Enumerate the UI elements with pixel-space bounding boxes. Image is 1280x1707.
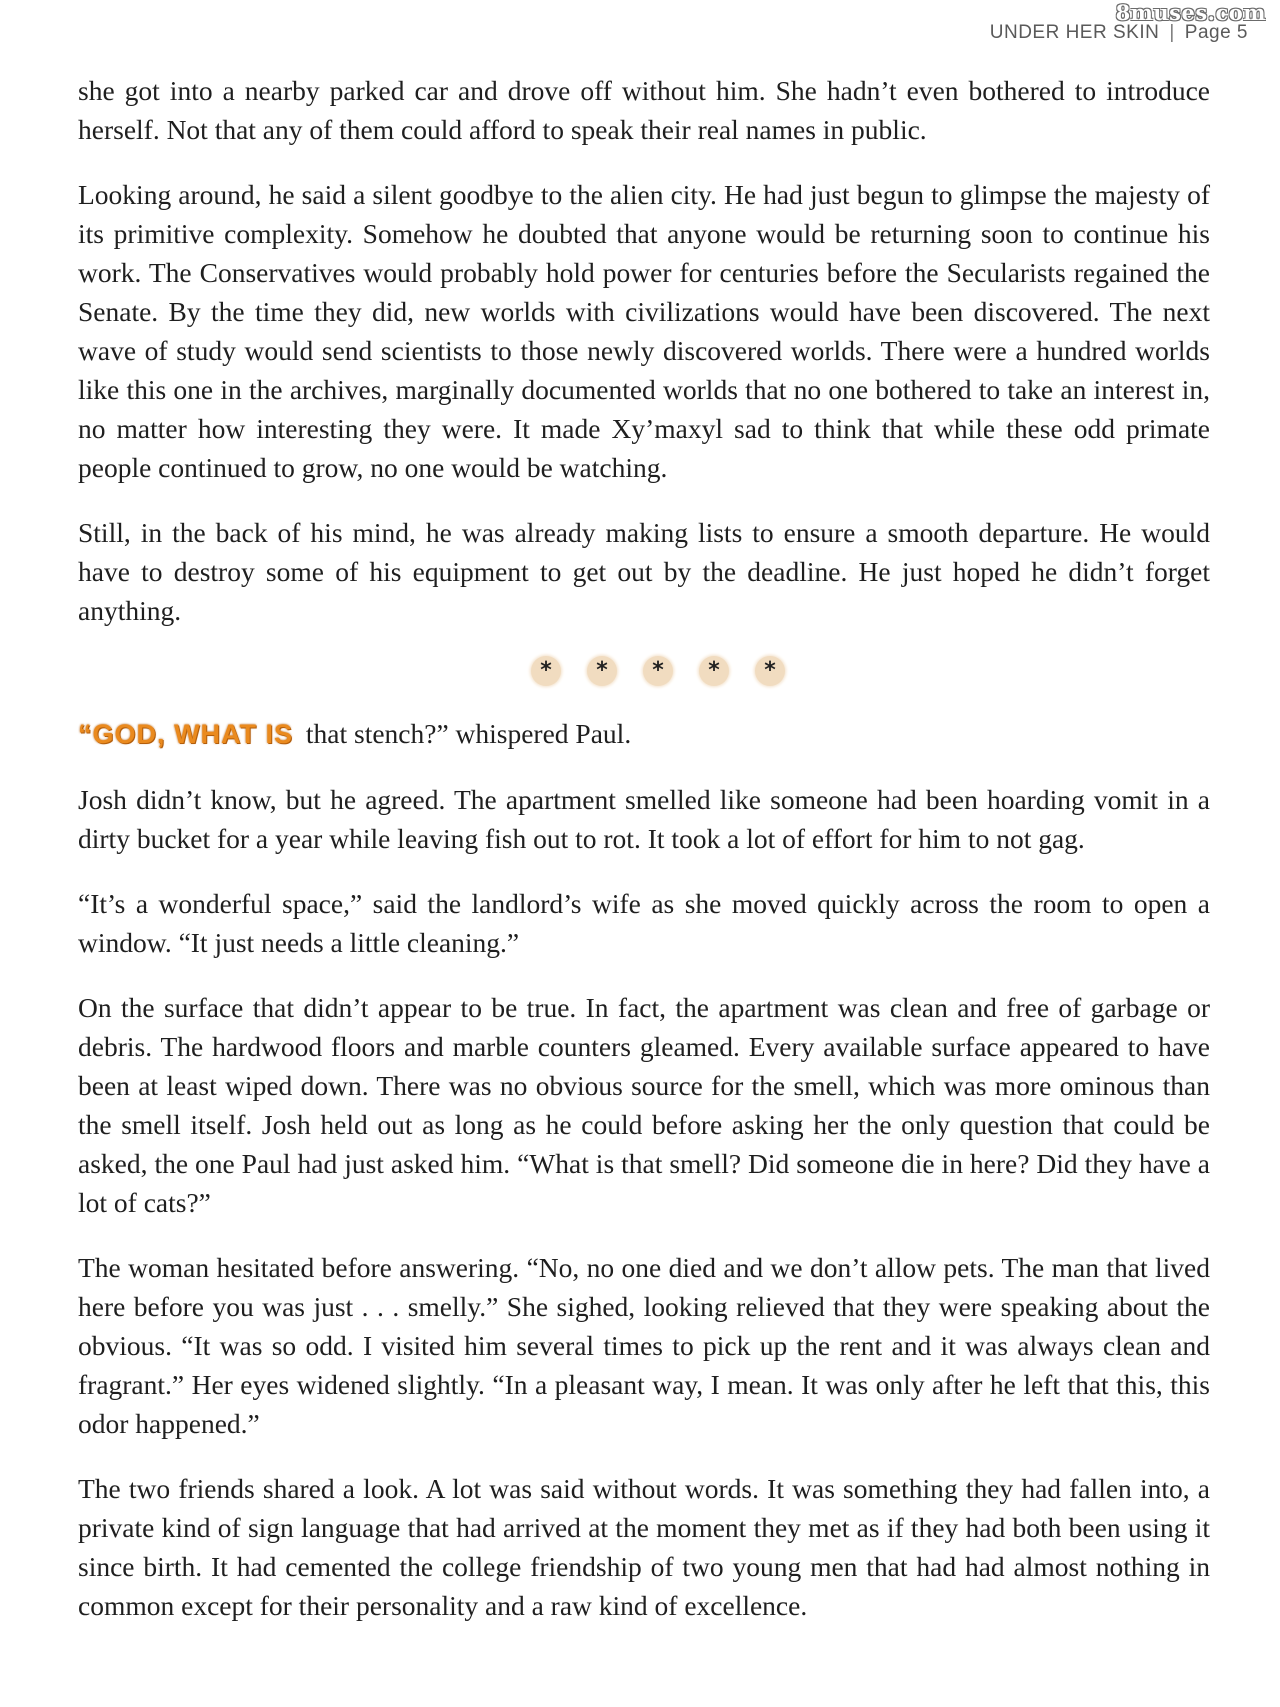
asterisk-icon: *: [699, 656, 729, 686]
header-separator: |: [1169, 22, 1175, 43]
page-number: Page 5: [1184, 22, 1248, 43]
asterisk-icon: *: [755, 656, 785, 686]
paragraph: Still, in the back of his mind, he was already making lists to ensure a smooth departure. He would have to destroy some of his equipment to get out by the deadline. He just hoped he didn’t forget anything.: [78, 517, 1210, 626]
paragraph: Josh didn’t know, but he agreed. The apartment smelled like someone had been hoarding vomit in a dirty bucket for a year while leaving fish out to rot. It took a lot of effort for him to not gag.: [78, 784, 1210, 854]
paragraph: she got into a nearby parked car and drove off without him. She hadn’t even bothered to introduce herself. Not that any of them could afford to speak their real names in public.: [78, 75, 1210, 145]
paragraph: The two friends shared a look. A lot was said without words. It was something they had fallen into, a private kind of sign language that had arrived at the moment they met as if they had both been using it since birth. It had cemented the college friendship of two young men that had had almost nothing in common except for their personality and a raw kind of excellence.: [78, 1473, 1210, 1621]
opening-text: that stench?” whispered Paul.: [305, 718, 632, 749]
paragraph: “It’s a wonderful space,” said the landlord’s wife as she moved quickly across the room to open a window. “It just needs a little cleaning.”: [78, 888, 1210, 958]
paragraph: Looking around, he said a silent goodbye to the alien city. He had just begun to glimpse the majesty of its primitive complexity. Somehow he doubted that anyone would be returning soon to continue his work. The Conservatives would probably hold power for centuries before the Secularists regained the Senate. By the time they did, new worlds with civilizations would have been discovered. The next wave of study would send scientists to those newly discovered worlds. There were a hundred worlds like this one in the archives, marginally documented worlds that no one bothered to take an interest in, no matter how interesting they were. It made Xy’maxyl sad to think that while these odd primate people continued to grow, no one would be watching.: [78, 179, 1210, 483]
running-header: [990, 22, 1248, 44]
asterisk-icon: *: [531, 656, 561, 686]
page-body: [78, 71, 1210, 1651]
paragraph: The woman hesitated before answering. “No, no one died and we don’t allow pets. The man that lived here before you was just . . . smelly.” She sighed, looking relieved that they were speaking about the obvious. “It was so odd. I visited him several times to pick up the rent and it was always clean and fragrant.” Her eyes widened slightly. “In a pleasant way, I mean. It was only after he left that this, this odor happened.”: [78, 1252, 1210, 1439]
paragraph: On the surface that didn’t appear to be true. In fact, the apartment was clean and free of garbage or debris. The hardwood floors and marble counters gleamed. Every available surface appeared to have been at least wiped down. There was no obvious source for the smell, which was more ominous than the smell itself. Josh held out as long as he could before asking her the only question that could be asked, the one Paul had just asked him. “What is that smell? Did someone die in here? Did they have a lot of cats?”: [78, 992, 1210, 1218]
asterisk-icon: *: [587, 656, 617, 686]
site-watermark: 8muses.com: [1115, 0, 1266, 25]
asterisk-icon: *: [643, 656, 673, 686]
scene-break: [78, 656, 1210, 686]
chapter-opening-paragraph: [78, 714, 1210, 754]
book-title: UNDER HER SKIN: [989, 22, 1160, 43]
lead-in-heading: “GOD, WHAT IS: [78, 719, 293, 749]
